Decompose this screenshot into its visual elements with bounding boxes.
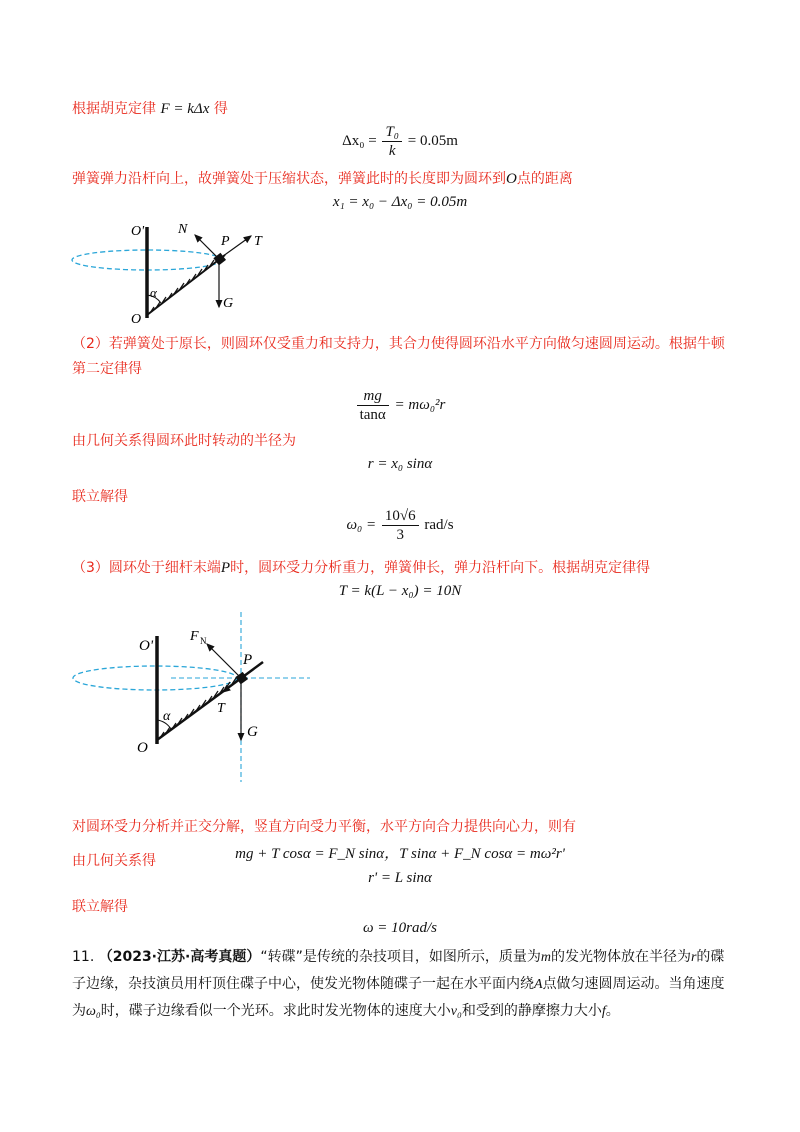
eq7-text: mg + T cosα = F_N sinα，T sinα + F_N cosα = mω²r'	[235, 846, 565, 862]
equation-omega	[0, 920, 800, 937]
part-3-suffix: 时，圆环受力分析重力，弹簧伸长，弹力沿杆向下。根据胡克定律得	[230, 560, 651, 576]
eq1-denominator: k	[388, 143, 396, 159]
eq5-numerator: 10√6	[382, 508, 419, 526]
eq4-text: r = x₀ sinα	[367, 456, 433, 472]
problem-text-5: 时，碟子边缘看似一个光环。求此时发光物体的速度大小	[100, 1003, 451, 1019]
problem-11	[72, 944, 732, 1025]
equation-omega0	[0, 508, 800, 543]
eq9-text: ω = 10rad/s	[362, 920, 438, 936]
figure-1-force-diagram	[65, 215, 295, 327]
part-3-text: （3）圆环处于细杆末端	[72, 560, 221, 576]
eq3-rhs: = mω₀²r	[394, 396, 446, 413]
label-alpha: α	[150, 285, 157, 300]
var-m: m	[540, 950, 551, 965]
hooke-intro-line	[72, 98, 228, 118]
label-P: P	[243, 652, 253, 668]
equation-radius	[0, 456, 800, 473]
equation-delta-x0	[0, 124, 800, 159]
eq5-rhs: rad/s	[424, 516, 454, 533]
equation-r-prime	[0, 870, 800, 887]
problem-text-6: 和受到的静摩擦力大小	[461, 1003, 602, 1019]
figure-2-force-diagram	[65, 612, 325, 784]
equation-x1	[0, 194, 800, 211]
spring-direction-suffix: 点的距离	[516, 171, 573, 187]
eq1-numerator: T₀	[385, 124, 399, 140]
spring-direction-text: 弹簧弹力沿杆向上，故弹簧处于压缩状态，弹簧此时的长度即为圆环到	[72, 171, 506, 187]
eq5-denominator: 3	[396, 527, 404, 543]
eq3-denominator: tanα	[359, 407, 386, 423]
hooke-formula: F = kΔx	[160, 101, 210, 117]
problem-text-1: “转碟”是传统的杂技项目，如图所示，质量为	[260, 949, 541, 965]
label-alpha: α	[163, 709, 171, 724]
problem-text-4: 点做匀速圆周运动。当角速度为	[72, 976, 725, 1019]
point-O-label: O	[506, 171, 517, 187]
eq5-lhs: ω₀ =	[346, 516, 377, 533]
point-P-label: P	[220, 560, 231, 576]
eq1-rhs: = 0.05m	[407, 132, 458, 149]
label-G: G	[223, 296, 234, 311]
label-O-prime: O'	[131, 224, 145, 239]
eq8-text: r' = L sinα	[368, 870, 432, 886]
var-r: r	[690, 950, 697, 965]
part-2-paragraph: （2）若弹簧处于原长，则圆环仅受重力和支持力，其合力使得圆环沿水平方向做匀速圆周运动。根据牛顿第二定律得	[72, 336, 725, 377]
hooke-intro-suffix: 得	[213, 101, 228, 117]
var-v0: v₀	[450, 1004, 462, 1019]
analysis-line: 对圆环受力分析并正交分解，竖直方向受力平衡，水平方向合力提供向心力，则有	[72, 819, 576, 835]
arrow-N	[195, 235, 219, 259]
var-f: f	[601, 1004, 606, 1019]
hooke-intro-text: 根据胡克定律	[72, 101, 156, 117]
eq3-numerator: mg	[363, 388, 382, 404]
var-omega0: ω₀	[86, 1004, 101, 1019]
label-P: P	[221, 234, 230, 249]
label-O: O	[137, 740, 148, 756]
problem-text-7: 。	[605, 1003, 620, 1019]
geometry-line-2: 由几何关系得	[72, 853, 156, 869]
eq1-fraction	[382, 124, 402, 159]
label-N: N	[178, 222, 188, 237]
solve-line-1: 联立解得	[72, 489, 128, 505]
problem-text-3: 的碟子边缘，杂技演员用杆顶住碟子中心，使发光物体随碟子一起在水平面内绕	[72, 949, 725, 992]
spring-direction-line	[72, 168, 573, 188]
label-O: O	[131, 312, 142, 327]
solve-line-2: 联立解得	[72, 899, 128, 915]
eq2-text: x₁ = x₀ − Δx₀ = 0.05m	[332, 194, 468, 210]
problem-text-2: 的发光物体放在半径为	[550, 949, 691, 965]
eq1-lhs: Δx₀ =	[342, 132, 377, 149]
label-O-prime: O'	[139, 638, 154, 654]
geometry-line-1: 由几何关系得圆环此时转动的半径为	[72, 433, 296, 449]
problem-source: （2023·江苏·高考真题）	[98, 949, 261, 965]
label-FN: F	[190, 629, 199, 644]
label-T: T	[254, 234, 262, 249]
eq3-fraction	[357, 388, 389, 423]
label-T: T	[217, 701, 225, 716]
equation-tension	[0, 583, 800, 600]
eq5-fraction	[382, 508, 419, 543]
label-FN-subscript: N	[200, 636, 207, 646]
part-3-line	[72, 557, 650, 577]
arrow-FN	[207, 644, 241, 678]
label-G: G	[247, 724, 258, 740]
eq6-text: T = k(L − x₀) = 10N	[338, 583, 462, 599]
equation-newton-2	[0, 388, 800, 423]
var-A: A	[534, 977, 543, 992]
problem-number: 11.	[72, 949, 95, 965]
arrow-T	[223, 678, 241, 692]
